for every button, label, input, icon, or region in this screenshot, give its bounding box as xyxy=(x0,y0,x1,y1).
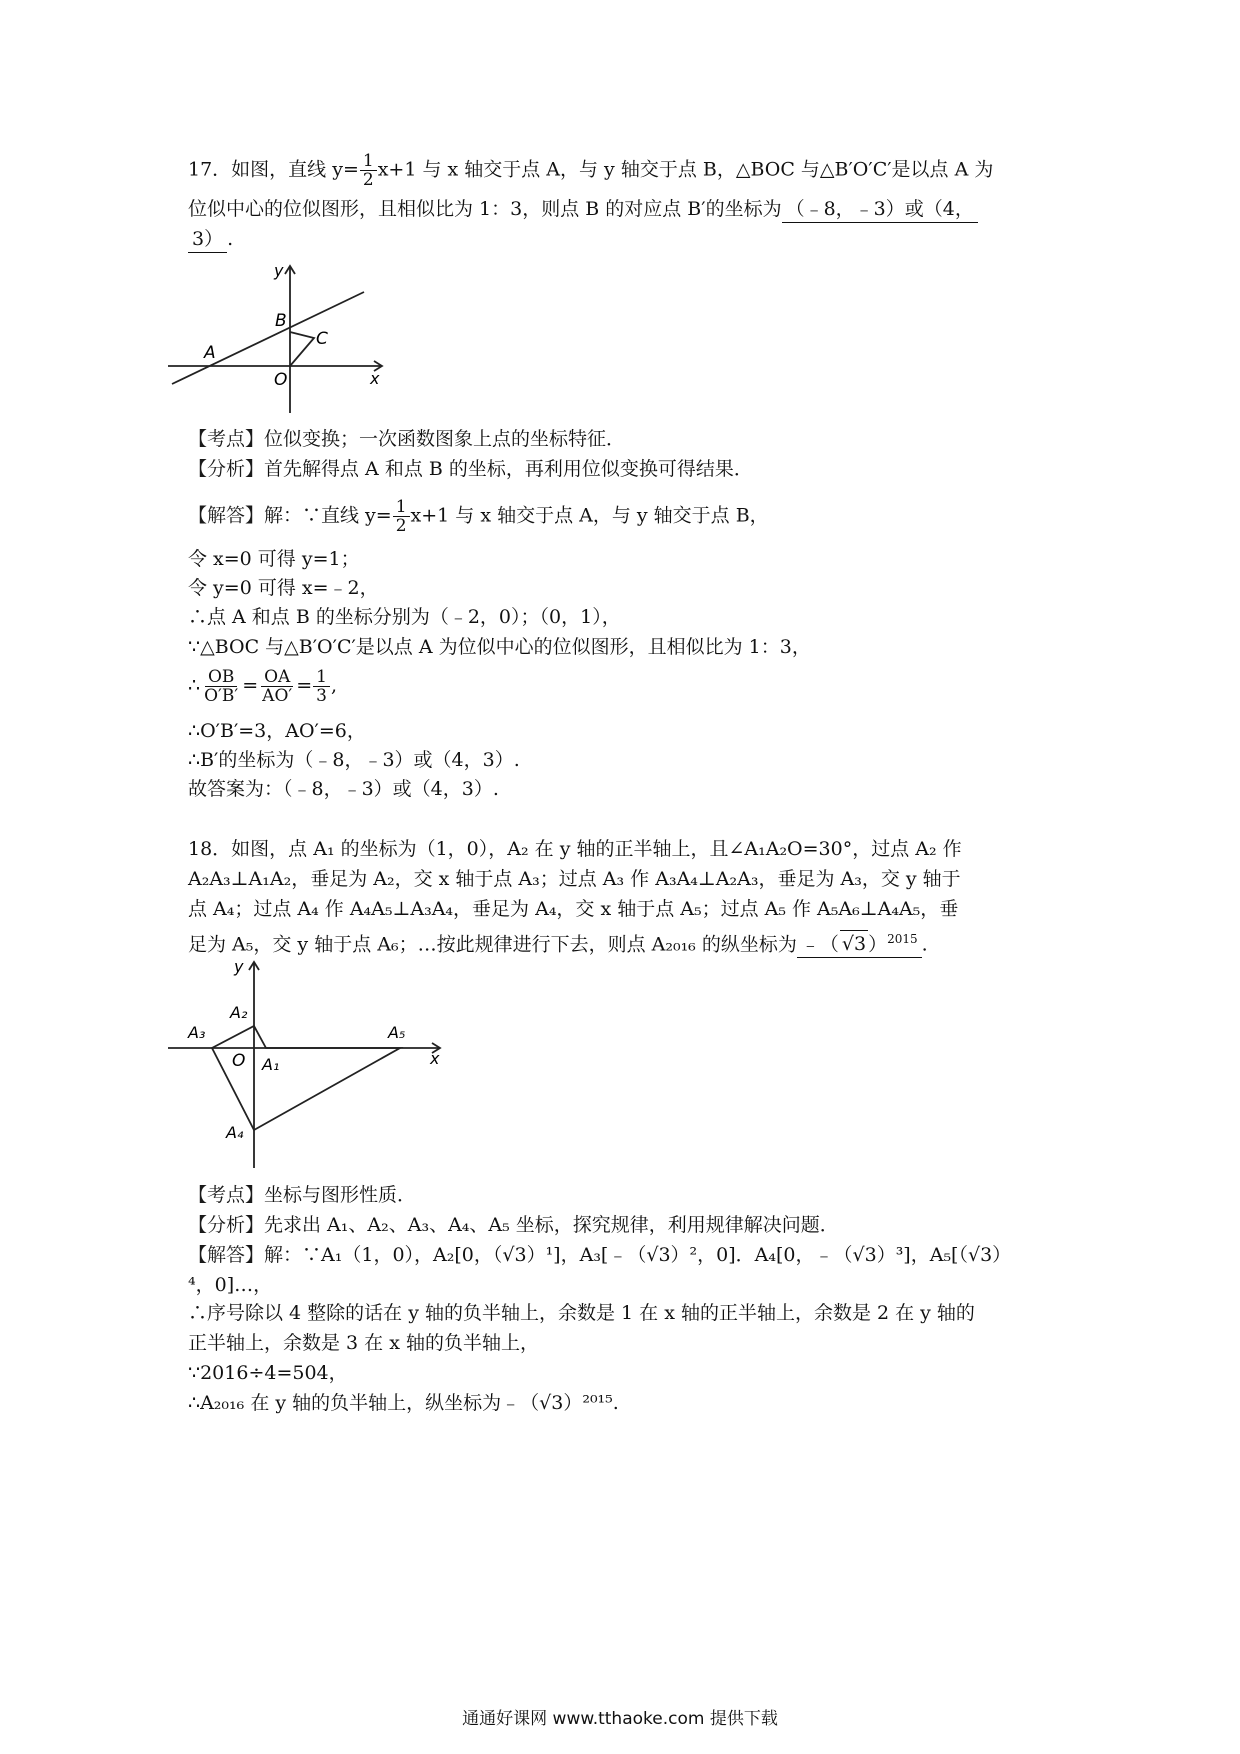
q18-answer-blank: ﹣（ √3 ）$^{2015}$ xyxy=(797,926,922,958)
q18-fenxi: 【分析】先求出 A₁、A₂、A₃、A₄、A₅ 坐标，探究规律，利用规律解决问题． xyxy=(188,1214,839,1236)
q17-step-4: ∵△BOC 与△B′O′C′是以点 A 为位似中心的位似图形，且相似比为 1：3， xyxy=(188,636,811,658)
q18-jieda-4: 正半轴上，余数是 3 在 x 轴的负半轴上， xyxy=(188,1332,539,1354)
y-axis-label: y xyxy=(234,957,244,976)
q18-jieda-5: ∵2016÷4=504， xyxy=(188,1362,348,1384)
q17-step-6: ∴O′B′=3，AO′=6， xyxy=(188,720,366,742)
q17-line-1: 17．如图，直线 y= $\frac{1}{2}$ x+1 与 x 轴交于点 A，与 y 轴交于点 B，△BOC 与△B′O′C′是以点 A 为 xyxy=(188,151,994,190)
q18-jieda-3: ∴序号除以 4 整除的话在 y 轴的负半轴上，余数是 1 在 x 轴的正半轴上，余数是 2 在 y 轴的 xyxy=(188,1302,975,1324)
q17-fenxi: 【分析】首先解得点 A 和点 B 的坐标，再利用位似变换可得结果． xyxy=(188,458,753,480)
fraction-one-half: $\frac{1}{2}$ xyxy=(360,152,377,189)
y-axis-label: y xyxy=(274,261,284,280)
q18-line-4: 足为 A₅，交 y 轴于点 A₆；…按此规律进行下去，则点 A₂₀₁₆ 的纵坐标为 ﹣（ √3 ）$^{2015}$ . xyxy=(188,926,928,958)
q17-line-2: 位似中心的位似图形，且相似比为 1：3，则点 B 的对应点 B′的坐标为 （﹣8，﹣3）或（4， xyxy=(188,196,978,223)
point-a4-label: A₄ xyxy=(226,1123,244,1142)
q17-line-3: 3） . xyxy=(188,226,233,253)
q17-kaodian: 【考点】位似变换；一次函数图象上点的坐标特征． xyxy=(188,428,626,450)
fraction-oa: $\frac{OA}{AO'}$ xyxy=(262,667,293,706)
q18-line-2: A₂A₃⊥A₁A₂，垂足为 A₂，交 x 轴于点 A₃；过点 A₃ 作 A₃A₄⊥A₂A₃，垂足为 A₃，交 y 轴于 xyxy=(188,868,961,890)
q18-jieda-2: ⁴，0]…， xyxy=(188,1274,273,1296)
origin-label: O xyxy=(232,1051,246,1071)
q18-figure xyxy=(168,956,458,1176)
q18-line-3: 点 A₄；过点 A₄ 作 A₄A₅⊥A₃A₄，垂足为 A₄，交 x 轴于点 A₅；过点 A₅ 作 A₅A₆⊥A₄A₅，垂 xyxy=(188,898,959,920)
point-a3-label: A₃ xyxy=(188,1023,206,1042)
q18-jieda-6: ∴A₂₀₁₆ 在 y 轴的负半轴上，纵坐标为﹣（√3）²⁰¹⁵. xyxy=(188,1392,619,1414)
x-axis-label: x xyxy=(430,1049,440,1068)
q17-step-7: ∴B′的坐标为（﹣8，﹣3）或（4，3）. xyxy=(188,749,520,771)
point-a1-label: A₁ xyxy=(262,1055,280,1074)
fraction-one-half: $\frac{1}{2}$ xyxy=(393,498,410,535)
q17-answer-blank-cont: 3） xyxy=(188,226,227,253)
fraction-ob: $\frac{OB}{O'B'}$ xyxy=(204,667,239,706)
q17-jieda: 【解答】解：∵直线 y= $\frac{1}{2}$ x+1 与 x 轴交于点 A，与 y 轴交于点 B， xyxy=(188,497,769,536)
point-b-label: B xyxy=(275,311,287,331)
q18-line-1: 18．如图，点 A₁ 的坐标为（1，0），A₂ 在 y 轴的正半轴上，且∠A₁A₂O=30°，过点 A₂ 作 xyxy=(188,838,962,860)
q17-step-5: ∴ $\frac{OB}{O'B'}$ = $\frac{OA}{AO'}$ = $\frac{1}{3}$ , xyxy=(188,667,338,706)
q17-answer-blank: （﹣8，﹣3）或（4， xyxy=(782,196,978,223)
q17-step-1: 令 x=0 可得 y=1； xyxy=(188,548,360,570)
q18-kaodian: 【考点】坐标与图形性质． xyxy=(188,1184,417,1206)
q17-step-3: ∴点 A 和点 B 的坐标分别为（﹣2，0）；（0，1）， xyxy=(188,606,621,628)
q18-jieda-1: 【解答】解：∵A₁（1，0），A₂[0，（√3）¹]，A₃[﹣（√3）²，0]．A₄[0，﹣（√3）³]，A₅[（√3） xyxy=(188,1244,1012,1266)
q17-step-8: 故答案为：（﹣8，﹣3）或（4，3）. xyxy=(188,778,499,800)
point-a-label: A xyxy=(204,343,216,363)
x-axis-label: x xyxy=(370,369,380,388)
q17-figure xyxy=(168,258,398,418)
sqrt-symbol: √3 xyxy=(840,930,868,957)
fraction-one-third: $\frac{1}{3}$ xyxy=(313,668,330,705)
q17-step-2: 令 y=0 可得 x=﹣2， xyxy=(188,577,379,599)
origin-label: O xyxy=(274,370,288,390)
point-a5-label: A₅ xyxy=(388,1023,406,1042)
point-a2-label: A₂ xyxy=(230,1003,248,1022)
page-footer: 通通好课网 www.tthaoke.com 提供下载 xyxy=(462,1709,778,1729)
point-c-label: C xyxy=(316,329,328,349)
